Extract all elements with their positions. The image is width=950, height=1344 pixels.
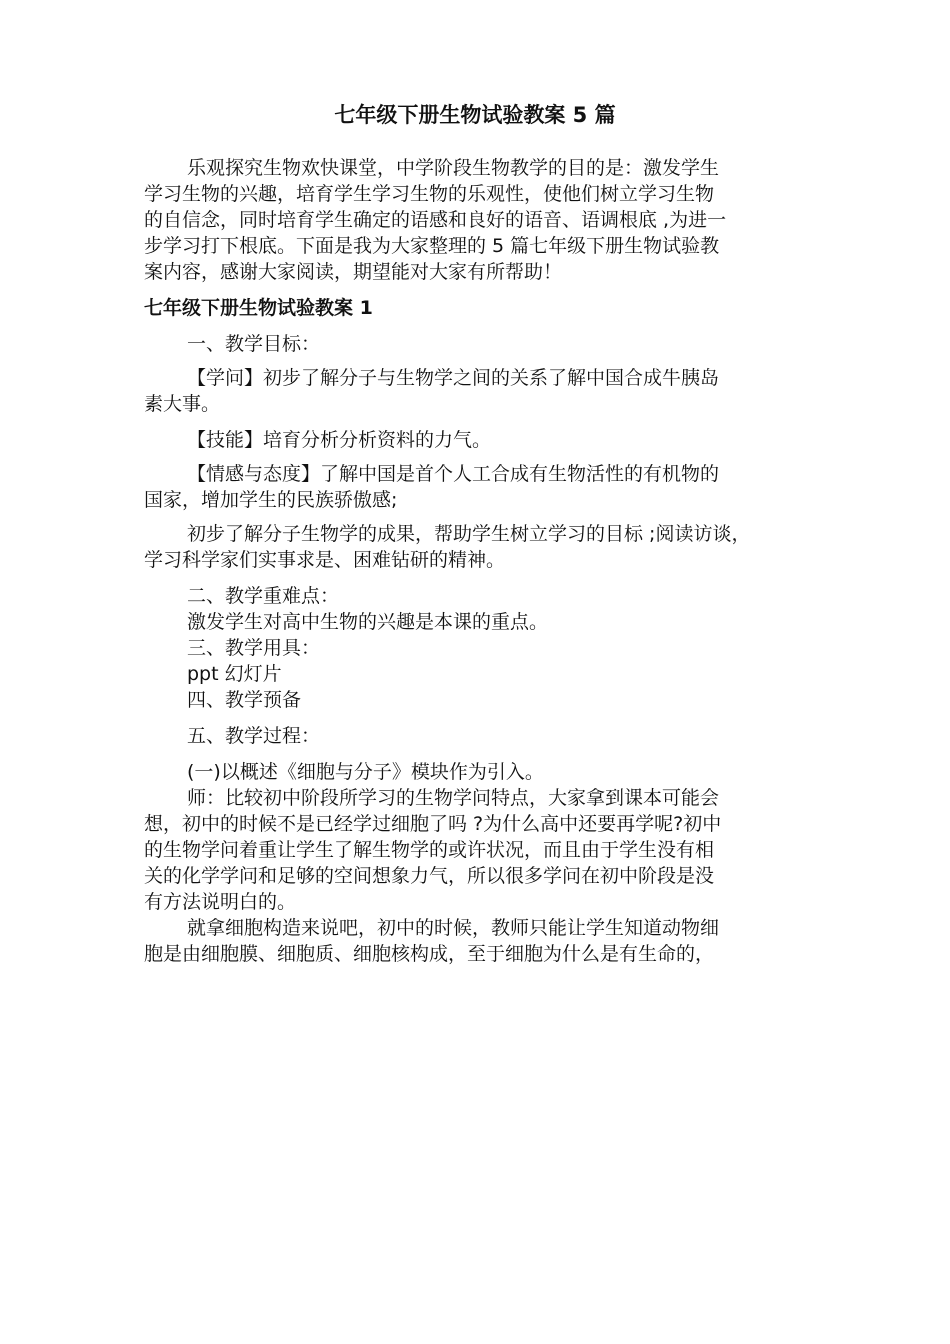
text-line: 学习科学家们实事求是、困难钻研的精神。 [144, 549, 506, 571]
text-line: 素大事。 [144, 393, 221, 415]
text-line: 胞是由细胞膜、细胞质、细胞核构成，至于细胞为什么是有生命的， [144, 943, 715, 965]
text-line: 【情感与态度】了解中国是首个人工合成有生物活性的有机物的 [187, 463, 720, 485]
text-line: 初步了解分子生物学的成果，帮助学生树立学习的目标 ;阅读访谈， [187, 523, 751, 545]
cell-paragraph [144, 915, 824, 967]
text-line: 关的化学学问和足够的空间想象力气，所以很多学问在初中阶段是没 [144, 865, 715, 887]
intro-step: (一)以概述《细胞与分子》模块作为引入。 [187, 761, 544, 783]
skill-paragraph: 【技能】培育分析分析资料的力气。 [187, 429, 492, 451]
tools-heading: 三、教学用具： [187, 637, 321, 659]
text-line: 就拿细胞构造来说吧，初中的时候，教师只能让学生知道动物细 [187, 917, 720, 939]
text-line: 的自信念，同时培育学生确定的语感和良好的语音、语调根底 ,为进一 [144, 209, 727, 231]
document-title: 七年级下册生物试验教案 5 篇 [334, 103, 616, 127]
goals-heading: 一、教学目标： [187, 333, 321, 355]
text-line: 【学问】初步了解分子与生物学之间的关系了解中国合成牛胰岛 [187, 367, 720, 389]
text-line: 想，初中的时候不是已经学过细胞了吗 ?为什么高中还要再学呢?初中 [144, 813, 722, 835]
text-line: 的生物学问着重让学生了解生物学的或许状况，而且由于学生没有相 [144, 839, 715, 861]
text-line: 国家，增加学生的民族骄傲感; [144, 489, 398, 511]
teacher-paragraph [144, 785, 824, 915]
text-line: 师：比较初中阶段所学习的生物学问特点，大家拿到课本可能会 [187, 787, 720, 809]
emotion-paragraph-2 [144, 521, 824, 573]
text-line: 步学习打下根底。下面是我为大家整理的 5 篇七年级下册生物试验教 [144, 235, 720, 257]
text-line: 案内容，感谢大家阅读，期望能对大家有所帮助！ [144, 261, 563, 283]
text-line: 乐观探究生物欢快课堂，中学阶段生物教学的目的是：激发学生 [187, 157, 720, 179]
text-line: 学习生物的兴趣，培育学生学习生物的乐观性，使他们树立学习生物 [144, 183, 715, 205]
emotion-paragraph [144, 461, 824, 513]
key-points-text: 激发学生对高中生物的兴趣是本课的重点。 [187, 611, 549, 633]
prep-heading: 四、教学预备 [187, 689, 302, 711]
key-points-heading: 二、教学重难点： [187, 585, 340, 607]
intro-paragraph [144, 155, 824, 285]
section-heading: 七年级下册生物试验教案 1 [144, 297, 373, 319]
process-heading: 五、教学过程： [187, 725, 321, 747]
document-body [144, 155, 824, 967]
text-line: 有方法说明白的。 [144, 891, 297, 913]
knowledge-paragraph [144, 365, 824, 417]
tools-text: ppt 幻灯片 [187, 663, 282, 685]
